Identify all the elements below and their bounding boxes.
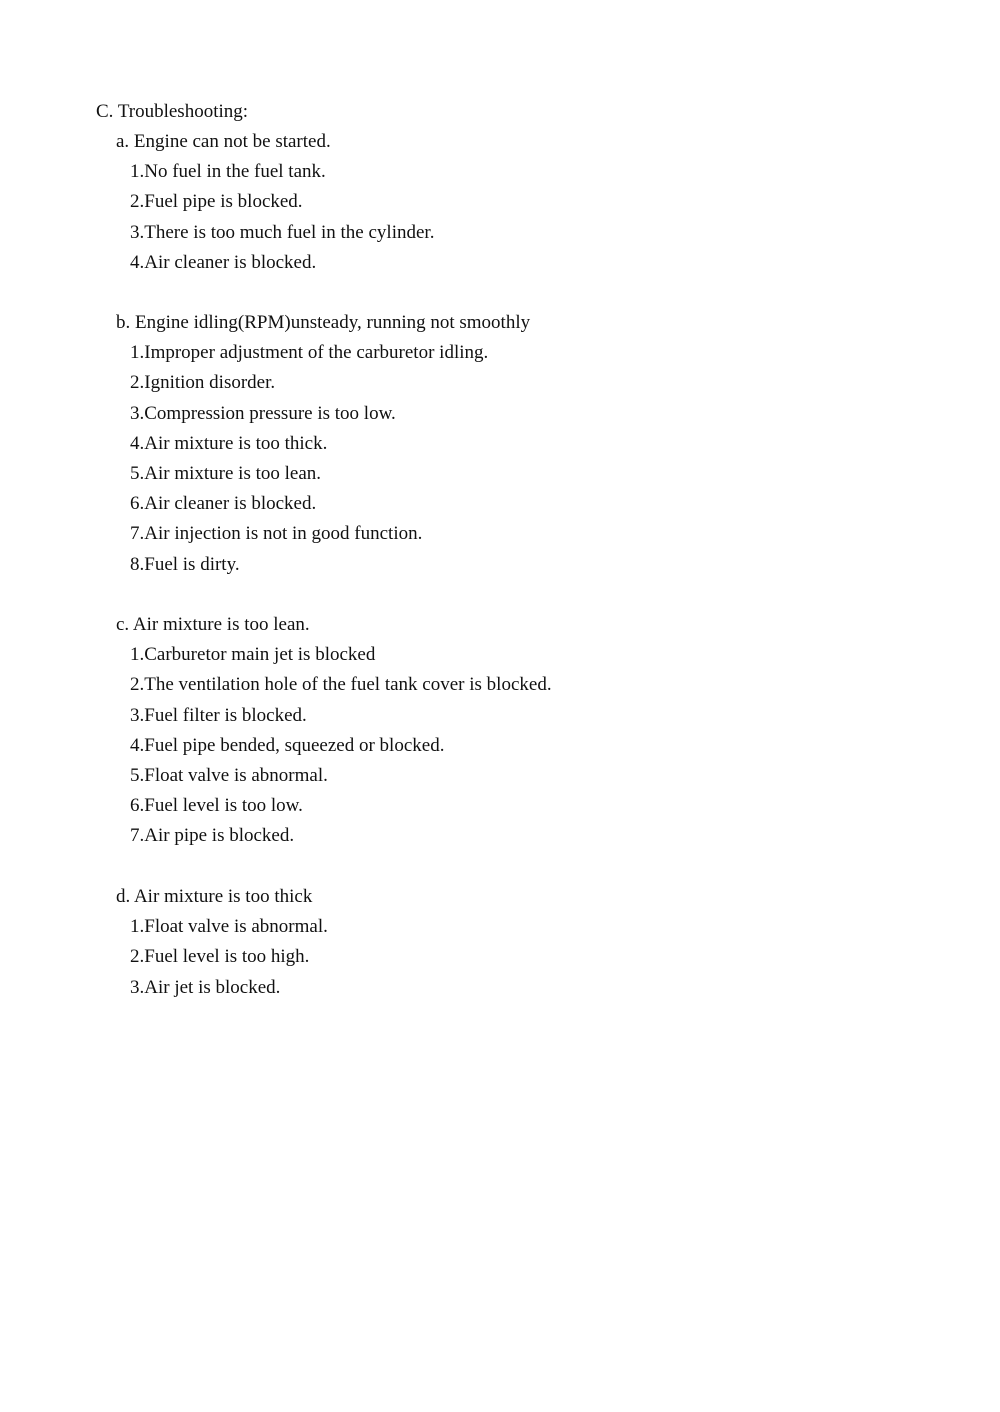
cause-item: 1.Carburetor main jet is blocked [130, 644, 376, 666]
cause-list [116, 157, 434, 278]
subsection-title: d. Air mixture is too thick [116, 886, 313, 907]
cause-item: 4.Fuel pipe bended, squeezed or blocked. [130, 734, 445, 756]
cause-item: 3.Fuel filter is blocked. [130, 704, 307, 726]
cause-item: 7.Air pipe is blocked. [130, 825, 295, 847]
cause-item: 7.Air injection is not in good function. [130, 523, 423, 545]
cause-item: 8.Fuel is dirty. [130, 553, 240, 575]
cause-item: 4.Air mixture is too thick. [130, 432, 328, 454]
subsection-idling-unsteady [116, 308, 530, 580]
cause-item: 1.Improper adjustment of the carburetor idling. [130, 342, 489, 364]
cause-item: 2.Ignition disorder. [130, 372, 276, 394]
section-heading: C. Troubleshooting: [96, 101, 249, 122]
cause-item: 1.Float valve is abnormal. [130, 916, 328, 938]
cause-list [116, 338, 530, 580]
subsection-title: a. Engine can not be started. [116, 131, 331, 152]
cause-item: 3.Air jet is blocked. [130, 976, 281, 998]
cause-item: 5.Air mixture is too lean. [130, 463, 322, 485]
cause-item: 2.Fuel level is too high. [130, 946, 310, 968]
cause-item: 3.There is too much fuel in the cylinder. [130, 221, 435, 243]
subsection-title: c. Air mixture is too lean. [116, 614, 310, 635]
subsection-mixture-lean [116, 610, 552, 852]
cause-item: 6.Air cleaner is blocked. [130, 493, 317, 515]
cause-item: 3.Compression pressure is too low. [130, 402, 396, 424]
subsection-mixture-thick [116, 882, 328, 1003]
cause-item: 1.No fuel in the fuel tank. [130, 161, 326, 183]
subsection-title: b. Engine idling(RPM)unsteady, running not smoothly [116, 312, 531, 333]
cause-item: 2.The ventilation hole of the fuel tank cover is blocked. [130, 674, 552, 696]
cause-list [116, 912, 328, 1003]
cause-item: 6.Fuel level is too low. [130, 795, 303, 817]
cause-item: 4.Air cleaner is blocked. [130, 251, 317, 273]
subsection-engine-not-started [116, 127, 434, 278]
cause-list [116, 640, 552, 851]
cause-item: 2.Fuel pipe is blocked. [130, 191, 303, 213]
cause-item: 5.Float valve is abnormal. [130, 765, 328, 787]
